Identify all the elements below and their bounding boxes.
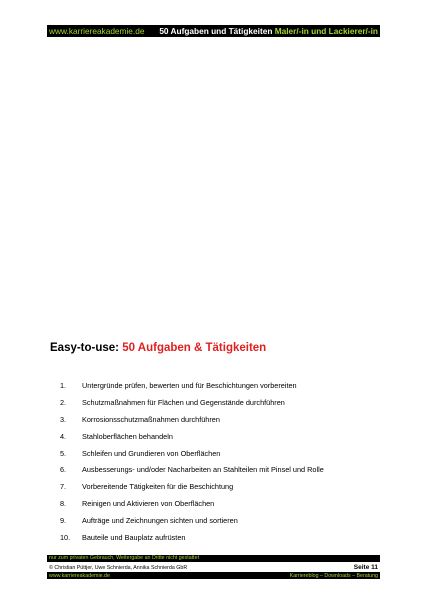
list-item	[60, 465, 324, 482]
task-number: 1.	[60, 381, 67, 390]
list-item	[60, 415, 324, 432]
footer-links[interactable]: Karriereblog – Downloads – Beratung	[289, 572, 378, 579]
list-item	[60, 499, 324, 516]
task-text: Schutzmaßnahmen für Flächen und Gegenstände durchführen	[82, 397, 285, 407]
list-item	[60, 449, 324, 466]
footer-copyright: © Christian Püttjer, Uwe Schnierda, Annika Schnierda GbR	[49, 564, 188, 571]
task-number: 8.	[60, 499, 67, 509]
task-number: 3.	[60, 414, 67, 424]
task-text: Ausbesserungs- und/oder Nacharbeiten an Stahlteilen mit Pinsel und Rolle	[82, 465, 324, 475]
section-heading-prefix: Easy-to-use:	[50, 342, 123, 354]
footer-site-link[interactable]: www.karriereakademie.de	[49, 572, 110, 579]
list-item	[60, 482, 324, 499]
footer-bar	[47, 572, 380, 579]
page-number: Seite 11	[353, 564, 378, 571]
task-number: 6.	[60, 465, 67, 475]
task-text: Aufträge und Zeichnungen sichten und sortieren	[82, 516, 238, 526]
task-list	[60, 381, 324, 550]
list-item	[60, 533, 324, 550]
header-title-accent: Maler/-in und Lackierer/-in	[274, 26, 378, 36]
task-number: 2.	[60, 397, 67, 407]
task-text: Stahloberflächen behandeln	[82, 431, 173, 441]
task-text: Schleifen und Grundieren von Oberflächen	[82, 448, 221, 458]
header-title-main: 50 Aufgaben und Tätigkeiten	[159, 26, 275, 36]
task-text: Korrosionsschutzmaßnahmen durchführen	[82, 414, 220, 424]
task-text: Untergründe prüfen, bewerten und für Beschichtungen vorbereiten	[82, 381, 297, 390]
task-text: Bauteile und Bauplatz aufrüsten	[82, 533, 186, 543]
task-number: 9.	[60, 516, 67, 526]
section-heading-accent: 50 Aufgaben & Tätigkeiten	[122, 342, 267, 354]
list-item	[60, 398, 324, 415]
task-number: 4.	[60, 431, 67, 441]
task-number: 10.	[60, 533, 71, 543]
footer-copyright-row	[47, 563, 380, 572]
task-text: Vorbereitende Tätigkeiten für die Beschichtung	[82, 482, 234, 492]
list-item	[60, 381, 324, 398]
header-site-link[interactable]: www.karriereakademie.de	[49, 26, 145, 36]
list-item	[60, 432, 324, 449]
header-bar	[47, 25, 380, 37]
task-number: 5.	[60, 448, 67, 458]
task-number: 7.	[60, 482, 67, 492]
task-text: Reinigen und Aktivieren von Oberflächen	[82, 499, 215, 509]
list-item	[60, 516, 324, 533]
header-title	[159, 26, 378, 36]
section-heading	[50, 342, 266, 354]
footer-usage-note: nur zum privaten Gebrauch, Weitergabe an Dritte nicht gestattet	[47, 555, 380, 562]
